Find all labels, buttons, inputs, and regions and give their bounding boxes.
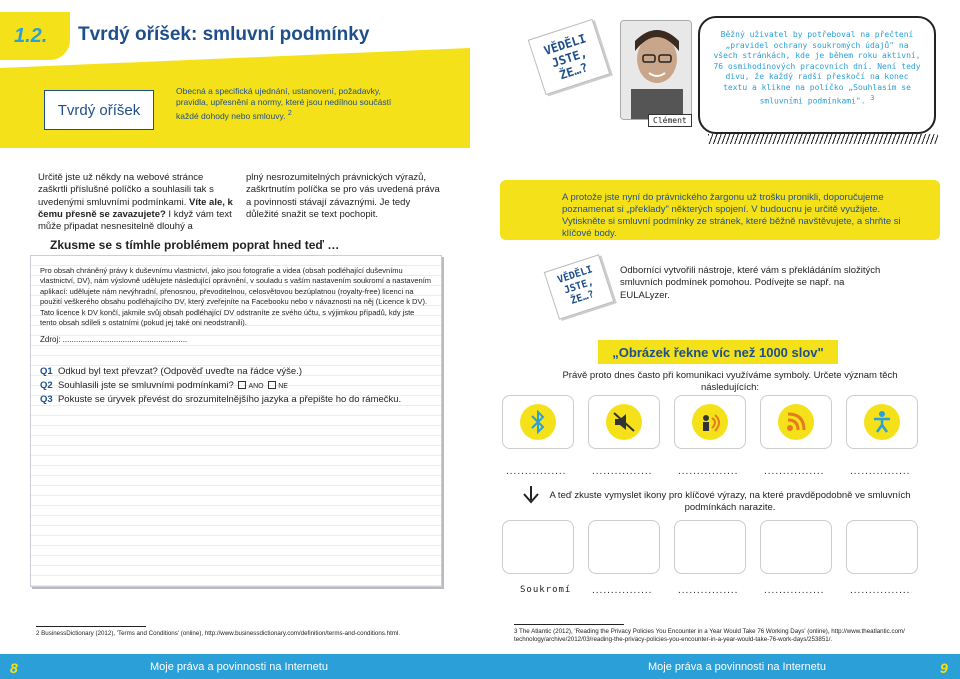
tools-text: Odborníci vytvořili nástroje, které vám s překládáním složitých smluvních podmínek pomohou. Podívejte se např. na EULALyzer. xyxy=(620,265,881,301)
notebook-heading: Zkusme se s tímhle problémem poprat hned teď … xyxy=(50,238,340,252)
draw-box[interactable] xyxy=(502,520,574,574)
icon-task-text: A teď zkuste vymyslet ikony pro klíčové výrazy, na které pravděpodobně ve smluvních podmínkách narazite. xyxy=(549,490,911,514)
draw-box[interactable] xyxy=(674,520,746,574)
icon-card xyxy=(588,395,660,449)
page-number: 9 xyxy=(940,660,948,676)
intro-question: Víte ale, k čemu přesně se zavazujete? xyxy=(38,196,233,220)
answer-line: ................ xyxy=(592,466,653,477)
bluetooth-icon xyxy=(528,410,548,434)
answer-line: ................ xyxy=(678,585,739,596)
symbols-intro: Právě proto dnes často při komunikaci využíváme symboly. Určete význam těch následujících: xyxy=(562,370,898,394)
section-badge xyxy=(0,12,70,60)
question-2: Q2 Souhlasili jste se smluvními podmínkami? ANO NE xyxy=(40,380,288,391)
term-box: Tvrdý oříšek xyxy=(44,90,154,130)
icon-card xyxy=(846,395,918,449)
intro-column-1 xyxy=(38,172,234,233)
wifi-person-icon xyxy=(698,410,722,434)
footnote-divider xyxy=(36,626,146,627)
rss-icon xyxy=(785,411,807,433)
answer-line: ................ xyxy=(678,466,739,477)
footnote-divider xyxy=(514,624,624,625)
footer-title: Moje práva a povinnosti na Internetu xyxy=(150,661,328,673)
bubble-shadow xyxy=(708,134,938,144)
answer-line: ................ xyxy=(764,585,825,596)
section-heading: „Obrázek řekne víc než 1000 slov" xyxy=(598,340,838,364)
icon-card xyxy=(674,395,746,449)
speaker-off-icon xyxy=(612,411,636,433)
answer-line: ................ xyxy=(850,466,911,477)
question-1: Q1 Odkud byl text převzat? (Odpověď uveďte na řádce výše.) xyxy=(40,366,302,377)
page-number: 8 xyxy=(10,660,18,676)
term-definition: Obecná a specifická ujednání, ustanovení, požadavky, pravidla, upřesnění a normy, které jsou nedílnou součástí každé dohody nebo smlouvy. $^2$ xyxy=(176,86,392,121)
answer-line: ................ xyxy=(764,466,825,477)
answer-line: ................ xyxy=(592,585,653,596)
did-you-know-stamp-2: VĚDĚLI JSTE, ŽE…? xyxy=(544,254,615,319)
answer-line: ................ xyxy=(506,466,567,477)
footnote-ref: 2 xyxy=(287,109,292,117)
bubble-text: Běžný uživatel by potřeboval na přečtení „pravidel ochrany soukromých údajů" na všech stránkách, kde je během roku aktivní, 76 osmihodinových pracovních dní. Není tedy divu, že každý radši přeskočí na konec textu a klikne na políčko „Souhlasím se smluvními podmínkami". xyxy=(713,30,921,106)
page-title: Tvrdý oříšek: smluvní podmínky xyxy=(78,24,370,45)
question-3: Q3 Pokuste se úryvek převést do srozumitelnějšího jazyka a přepište ho do rámečku. xyxy=(40,394,402,405)
facebook-excerpt: Pro obsah chráněný právy k duševnímu vlastnictví, jako jsou fotografie a videa (obsah podléhající duševnímu vlastnictví, DV), nám výslovně udělujete následující oprávnění, v souladu s vaším nastavením soukromí a nastavením aplikací: udělujete nám nevýhradní, přenosnou, převoditelnou, celosvětovou bezúplatnou (royalty-free) licenci na použití veškerého obsahu podléhajícího DV, který zveřejníte na Facebooku nebo v návaznosti na něj (Licence k DV). Tato licence k DV končí, jakmile svůj obsah podléhající DV odstraníte ze svého účtu, s výjimkou případů, kdy jste tento obsah sdíleli s ostatními (pokud jej také oni neodstranili). xyxy=(40,266,432,328)
footnote: 2 BusinessDictionary (2012), 'Terms and Conditions' (online), http://www.businessdictionary.com/definition/terms-and-conditions.html. xyxy=(36,630,401,637)
footnote: 3 The Atlantic (2012), 'Reading the Privacy Policies You Encounter in a Year Would Take 76 Working Days' (online), http://www.theatlantic.com/ technology/archive/2012/03/reading-the-privacy-policies-you-encounter-in-a-year-would-take-76-work-days/253851/. xyxy=(514,628,905,643)
source-line: Zdroj: ........................................................ xyxy=(40,335,188,344)
icon-card xyxy=(502,395,574,449)
intro-column-2: plný nesrozumitelných právnických výrazů, zaškrtnutím políčka se pro vás uvedená práva a povinnosti stávají závaznými. Je tedy důležité snažit se text pochopit. xyxy=(246,172,440,220)
draw-box[interactable] xyxy=(588,520,660,574)
footer-title: Moje práva a povinnosti na Internetu xyxy=(648,661,826,673)
person-name-tag: Clément xyxy=(648,114,692,127)
tip-text: A protože jste nyní do právnického žargonu už trošku pronikli, doporučujeme poznamenat si „překlady" některých spojení. V budoucnu je určitě využijete. Vytiskněte si smluvní podmínky ze stránek, které běžně navštěvujete, a shrňte si klíčové body. xyxy=(562,192,901,239)
draw-box[interactable] xyxy=(760,520,832,574)
draw-box[interactable] xyxy=(846,520,918,574)
section-number: 1.2. xyxy=(14,25,48,47)
yes-checkbox[interactable] xyxy=(238,381,246,389)
avatar xyxy=(620,20,692,120)
no-checkbox[interactable] xyxy=(268,381,276,389)
icon-card xyxy=(760,395,832,449)
arrow-down-icon xyxy=(520,484,542,506)
term-label: Soukromí xyxy=(520,585,572,595)
intro-text-rest: I když vám text může připadat nesnesitelně dlouhý a xyxy=(38,208,232,233)
did-you-know-stamp: VĚDĚLI JSTE, ŽE…? xyxy=(528,19,611,95)
intro-text: Určitě jste už někdy na webové stránce zaškrtli příslušné políčko a souhlasili tak s uvedenými smluvními podmínkami. xyxy=(38,172,214,208)
right-page xyxy=(480,0,960,679)
footnote-ref: 3 xyxy=(870,94,875,102)
speech-bubble xyxy=(698,16,936,134)
accessibility-icon xyxy=(870,410,894,434)
answer-line: ................ xyxy=(850,585,911,596)
